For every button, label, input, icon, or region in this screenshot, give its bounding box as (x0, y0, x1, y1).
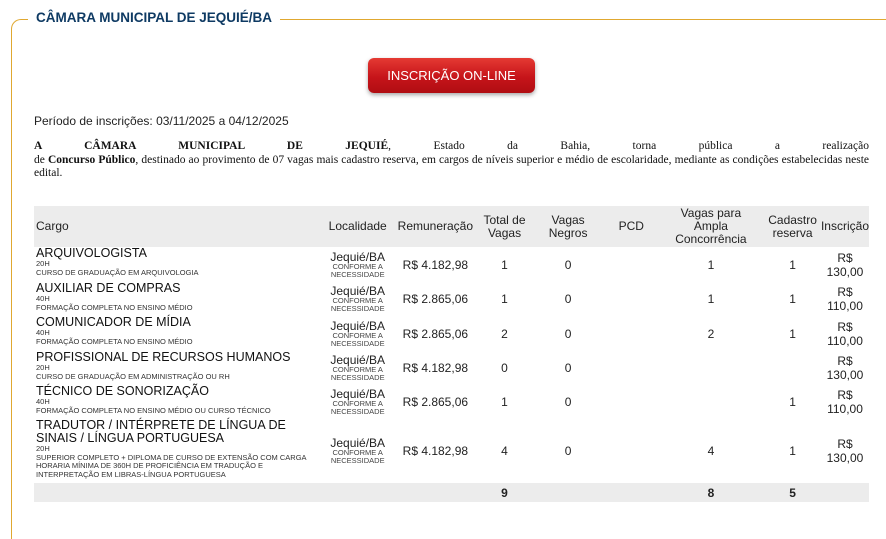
ampla-cell: 1 (707, 257, 715, 272)
localidade-cidade: Jequié/BA (330, 284, 386, 298)
intro-text-3: , destinado ao provimento de 07 vagas mais cadastro reserva, em cargos de níveis superior e médio de escolaridade, mediante as condições estabelecidas neste edital. (34, 153, 870, 179)
header-cargo: Cargo (34, 206, 322, 247)
header-vagas-negros: Vagas Negros (531, 206, 605, 247)
totals-total: 9 (478, 483, 532, 502)
intro-bold-concurso: Concurso Público (47, 153, 136, 166)
cargo-name: TÉCNICO DE SONORIZAÇÃO (36, 384, 209, 398)
cargo-name: PROFISSIONAL DE RECURSOS HUMANOS (36, 350, 291, 364)
table-body (34, 247, 869, 483)
cargo-horas: 20H (36, 363, 50, 372)
page-title: CÂMARA MUNICIPAL DE JEQUIÉ/BA (28, 10, 280, 25)
inscricao-cell: R$ 110,00 (827, 319, 863, 348)
cadastro-cell: 1 (789, 444, 796, 458)
table-row (34, 247, 869, 282)
cargo-requisito: FORMAÇÃO COMPLETA NO ENSINO MÉDIO (36, 302, 193, 312)
total-vagas-cell: 1 (501, 257, 508, 272)
vagas-negros-cell: 0 (564, 395, 572, 409)
vagas-negros-cell: 0 (564, 361, 572, 375)
total-vagas-cell: 1 (501, 395, 508, 409)
table-header-row (34, 206, 869, 247)
periodo-inscricoes: Período de inscrições: 03/11/2025 a 04/12/2025 (34, 114, 289, 128)
intro-bold-entity: A CÂMARA MUNICIPAL DE JEQUIÉ (34, 140, 389, 152)
pcd-cell (605, 419, 658, 483)
localidade-cell (322, 419, 392, 483)
localidade-cell (322, 351, 392, 385)
intro-paragraph (34, 140, 869, 181)
vagas-negros-cell: 0 (564, 292, 572, 306)
localidade-cidade: Jequié/BA (330, 249, 386, 264)
ampla-cell: 2 (707, 326, 715, 341)
table-row (34, 419, 869, 483)
total-vagas-cell: 1 (501, 292, 508, 306)
localidade-cell (322, 316, 392, 351)
cargo-cell (34, 247, 322, 282)
table-row (34, 282, 869, 316)
vagas-negros-cell: 0 (564, 257, 572, 272)
cargo-name: AUXILIAR DE COMPRAS (36, 281, 181, 295)
remuneracao-cell: R$ 2.865,06 (402, 395, 469, 409)
localidade-nota: CONFORME A NECESSIDADE (330, 261, 385, 279)
cargo-cell (34, 282, 322, 316)
cargo-name: COMUNICADOR DE MÍDIA (36, 315, 191, 329)
cadastro-cell: 1 (789, 395, 796, 409)
totals-empty (34, 483, 322, 502)
vagas-negros-cell: 0 (564, 326, 572, 341)
ampla-cell: 4 (707, 444, 715, 458)
ampla-cell (658, 385, 765, 419)
pcd-cell (605, 385, 658, 419)
cargo-name: TRADUTOR / INTÉRPRETE DE LÍNGUA DE SINAIS / LÍNGUA PORTUGUESA (36, 418, 286, 445)
header-localidade: Localidade (322, 206, 392, 247)
pcd-cell (605, 351, 658, 385)
remuneracao-cell: R$ 2.865,06 (402, 292, 469, 306)
inscricao-cell: R$ 110,00 (827, 285, 863, 313)
table-row (34, 316, 869, 351)
localidade-cell (322, 282, 392, 316)
cadastro-cell: 1 (789, 257, 796, 272)
header-total-vagas: Total de Vagas (478, 206, 532, 247)
localidade-cidade: Jequié/BA (330, 318, 386, 333)
ampla-cell: 1 (707, 292, 715, 306)
cargo-horas: 40H (36, 328, 50, 337)
localidade-cidade: Jequié/BA (330, 353, 386, 367)
totals-row (34, 483, 869, 502)
totals-empty (531, 483, 605, 502)
localidade-nota: CONFORME A NECESSIDADE (330, 365, 385, 382)
totals-empty (605, 483, 658, 502)
header-remuneracao: Remuneração (393, 206, 478, 247)
localidade-cell (322, 385, 392, 419)
vagas-negros-cell: 0 (564, 444, 572, 458)
localidade-cell (322, 247, 392, 282)
remuneracao-cell: R$ 4.182,98 (402, 257, 469, 272)
pcd-cell (605, 316, 658, 351)
cadastro-cell (764, 351, 821, 385)
inscricao-cell: R$ 130,00 (826, 354, 864, 382)
cargo-requisito: CURSO DE GRADUAÇÃO EM ARQUIVOLOGIA (36, 267, 199, 277)
intro-text-1: , Estado da Bahia, torna pública a realização (388, 140, 869, 152)
inscricao-cell: R$ 130,00 (826, 250, 864, 279)
cargo-requisito: FORMAÇÃO COMPLETA NO ENSINO MÉDIO (36, 336, 193, 346)
intro-line-1 (34, 140, 869, 154)
total-vagas-cell: 0 (501, 361, 508, 375)
cargo-horas: 40H (36, 294, 50, 303)
totals-empty (322, 483, 392, 502)
cargo-requisito: FORMAÇÃO COMPLETA NO ENSINO MÉDIO OU CURSO TÉCNICO (36, 405, 271, 415)
localidade-cidade: Jequié/BA (330, 436, 386, 450)
cargo-requisito: CURSO DE GRADUAÇÃO EM ADMINISTRAÇÃO OU RH (36, 371, 230, 381)
cargo-cell (34, 351, 322, 385)
total-vagas-cell: 4 (501, 444, 508, 458)
cargo-cell (34, 419, 322, 483)
localidade-nota: CONFORME A NECESSIDADE (330, 330, 385, 348)
vagas-table (34, 206, 869, 502)
remuneracao-cell: R$ 4.182,98 (402, 444, 469, 458)
totals-empty (821, 483, 869, 502)
localidade-nota: CONFORME A NECESSIDADE (330, 399, 385, 416)
inscricao-online-button[interactable]: INSCRIÇÃO ON-LINE (368, 58, 535, 93)
header-pcd: PCD (605, 206, 658, 247)
localidade-nota: CONFORME A NECESSIDADE (330, 296, 385, 313)
cargo-horas: 40H (36, 397, 50, 406)
cadastro-cell: 1 (789, 292, 796, 306)
remuneracao-cell: R$ 2.865,06 (402, 326, 469, 341)
cargo-horas: 20H (36, 259, 50, 268)
header-ampla: Vagas para Ampla Concorrência (658, 206, 765, 247)
total-vagas-cell: 2 (501, 326, 508, 341)
ampla-cell (658, 351, 765, 385)
remuneracao-cell: R$ 4.182,98 (402, 361, 469, 375)
intro-text-2: de (34, 153, 48, 166)
localidade-cidade: Jequié/BA (330, 387, 386, 401)
totals-empty (393, 483, 478, 502)
inscricao-cell: R$ 110,00 (827, 388, 863, 416)
pcd-cell (605, 282, 658, 316)
totals-ampla: 8 (658, 483, 765, 502)
cargo-requisito: SUPERIOR COMPLETO + DIPLOMA DE CURSO DE EXTENSÃO COM CARGA HORARIA MÍNIMA DE 360H DE PROFICIÊNCIA EM TRADUÇÃO E INTERPRETAÇÃO EM LIBRAS-LÍNGUA PORTUGUESA (36, 452, 307, 479)
cargo-cell (34, 385, 322, 419)
localidade-nota: CONFORME A NECESSIDADE (330, 448, 385, 465)
table-row (34, 351, 869, 385)
cadastro-cell: 1 (789, 326, 796, 341)
header-inscricao: Inscrição (821, 206, 869, 247)
cargo-horas: 20H (36, 444, 50, 453)
cargo-name: ARQUIVOLOGISTA (36, 246, 147, 260)
totals-cadastro: 5 (764, 483, 821, 502)
table-row (34, 385, 869, 419)
header-cadastro: Cadastro reserva (764, 206, 821, 247)
inscricao-cell: R$ 130,00 (826, 437, 864, 465)
cargo-cell (34, 316, 322, 351)
pcd-cell (605, 247, 658, 282)
